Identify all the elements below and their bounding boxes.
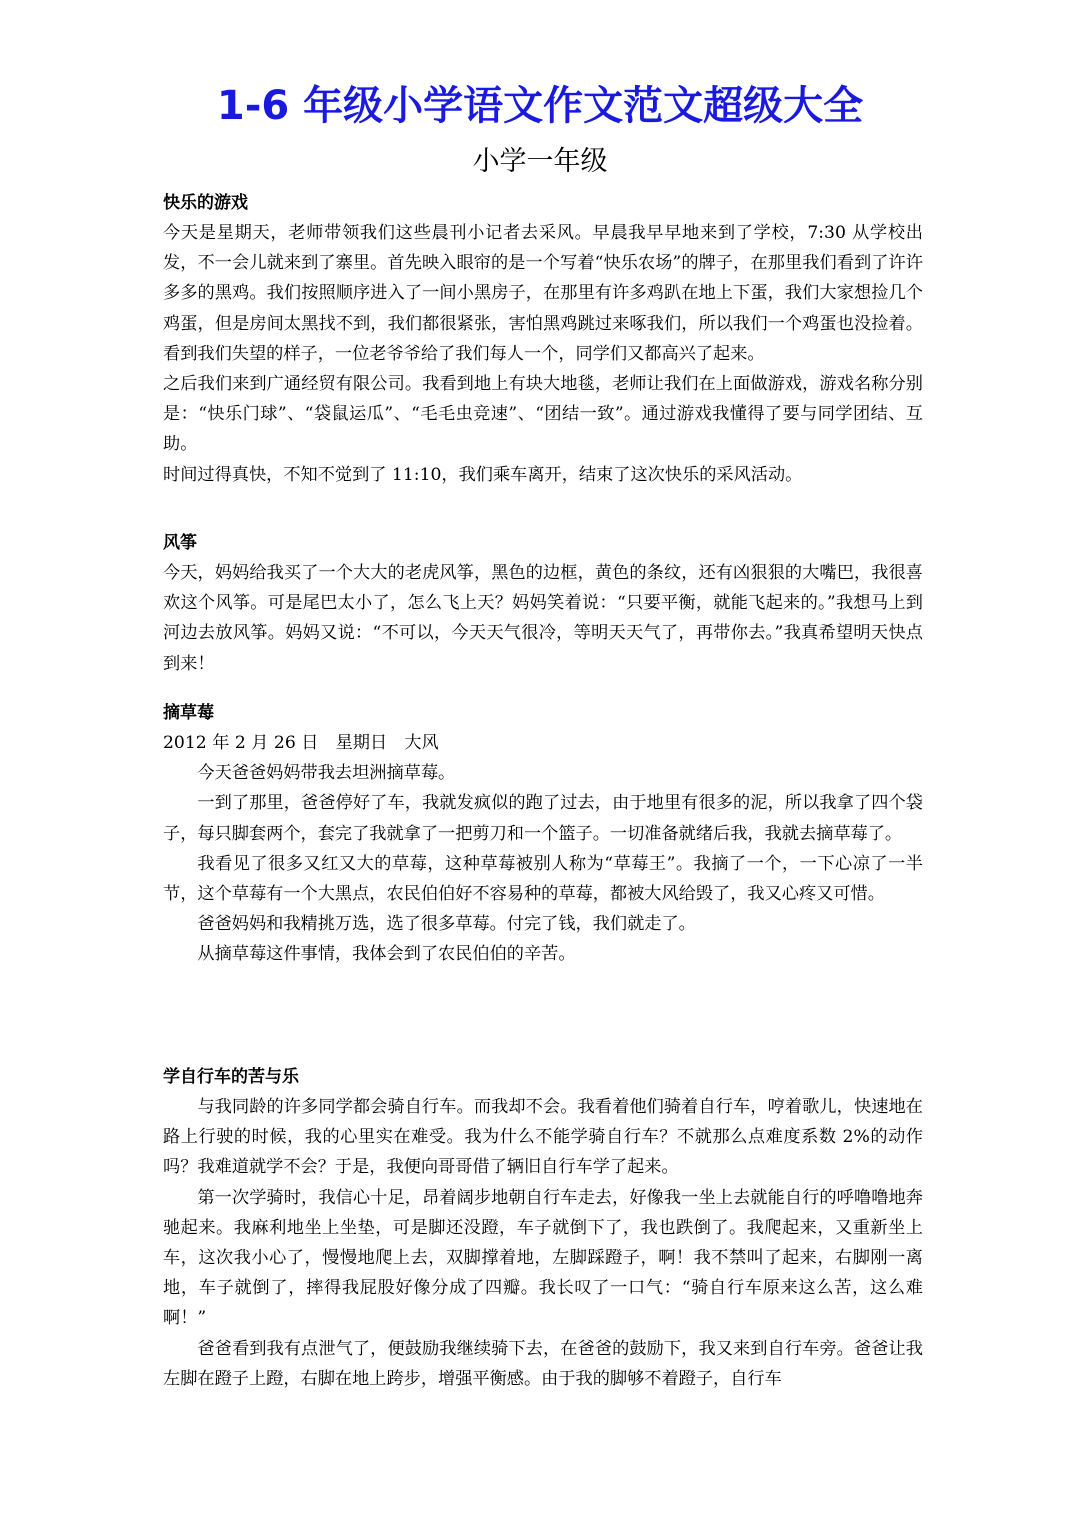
paragraph: 爸爸看到我有点泄气了，便鼓励我继续骑下去，在爸爸的鼓励下，我又来到自行车旁。爸爸让我左脚在蹬子上蹬，右脚在地上跨步，增强平衡感。由于我的脚够不着蹬子，自行车 [163,1338,923,1389]
paragraph: 我看见了很多又红又大的草莓，这种草莓被别人称为“草莓王”。我摘了一个，一下心凉了一半节，这个草莓有一个大黑点，农民伯伯好不容易种的草莓，都被大风给毁了，我又心疼又可惜。 [163,853,923,905]
document-title: 1-6 年级小学语文作文范文超级大全 [216,83,864,129]
paragraph: 与我同龄的许多同学都会骑自行车。而我却不会。我看着他们骑着自行车，哼着歌儿，快速地在路上行驶的时候，我的心里实在难受。我为什么不能学骑自行车？不就那么点难度系数 2%的动作吗？我难道就学不会？于是，我便向哥哥借了辆旧自行车学了起来。 [163,1097,923,1178]
section-title: 风筝 [163,533,197,553]
paragraph: 时间过得真快，不知不觉到了 11:10，我们乘车离开，结束了这次快乐的采风活动。 [163,464,803,485]
grade-heading: 小学一年级 [472,146,608,177]
paragraph: 今天，妈妈给我买了一个大大的老虎风筝，黑色的边框，黄色的条纹，还有凶狠狠的大嘴巴，我很喜欢这个风筝。可是尾巴太小了，怎么飞上天？妈妈笑着说：“只要平衡，就能飞起来的。”我想马上到河边去放风筝。妈妈又说：“不可以，今天天气很冷，等明天天气了，再带你去。”我真希望明天快点到来！ [163,563,923,674]
paragraph: 今天爸爸妈妈带我去坦洲摘草莓。 [197,763,456,784]
section-happy-game [163,188,923,490]
section-bicycle [163,1062,923,1394]
paragraph: 爸爸妈妈和我精挑万选，选了很多草莓。付完了钱，我们就走了。 [197,914,696,935]
section-title: 摘草莓 [163,703,214,723]
paragraph: 第一次学骑时，我信心十足，昂着阔步地朝自行车走去，好像我一坐上去就能自行的呼噜噜地奔驰起来。我麻利地坐上坐垫，可是脚还没蹬，车子就倒下了，我也跌倒了。我爬起来，又重新坐上车，这次我小心了，慢慢地爬上去，双脚撑着地，左脚踩蹬子，啊！我不禁叫了起来，右脚刚一离地，车子就倒了，摔得我屁股好像分成了四瓣。我长叹了一口气：“骑自行车原来这么苦，这么难啊！” [163,1187,923,1329]
date-line: 2012 年 2 月 26 日 星期日 大风 [163,733,439,753]
section-kite [163,528,923,679]
paragraph: 之后我们来到广通经贸有限公司。我看到地上有块大地毯，老师让我们在上面做游戏，游戏名称分别是：“快乐门球”、“袋鼠运瓜”、“毛毛虫竞速”、“团结一致”。通过游戏我懂得了要与同学团结、互助。 [163,374,923,455]
section-title: 学自行车的苦与乐 [163,1067,299,1087]
paragraph: 一到了那里，爸爸停好了车，我就发疯似的跑了过去，由于地里有很多的泥，所以我拿了四个袋子，每只脚套两个，套完了我就拿了一把剪刀和一个篮子。一切准备就绪后我，我就去摘草莓了。 [163,793,923,844]
section-strawberry [163,698,923,970]
section-title: 快乐的游戏 [163,193,248,213]
paragraph: 今天是星期天，老师带领我们这些晨刊小记者去采风。早晨我早早地来到了学校，7:30 从学校出发，不一会儿就来到了寨里。首先映入眼帘的是一个写着“快乐农场”的牌子，在那里我们看到了许许多多的黑鸡。我们按照顺序进入了一间小黑房子，在那里有许多鸡趴在地上下蛋，我们大家想捡几个鸡蛋，但是房间太黑找不到，我们都很紧张，害怕黑鸡跳过来啄我们，所以我们一个鸡蛋也没捡着。看到我们失望的样子，一位老爷爷给了我们每人一个，同学们又都高兴了起来。 [163,223,923,364]
paragraph: 从摘草莓这件事情，我体会到了农民伯伯的辛苦。 [197,944,576,965]
